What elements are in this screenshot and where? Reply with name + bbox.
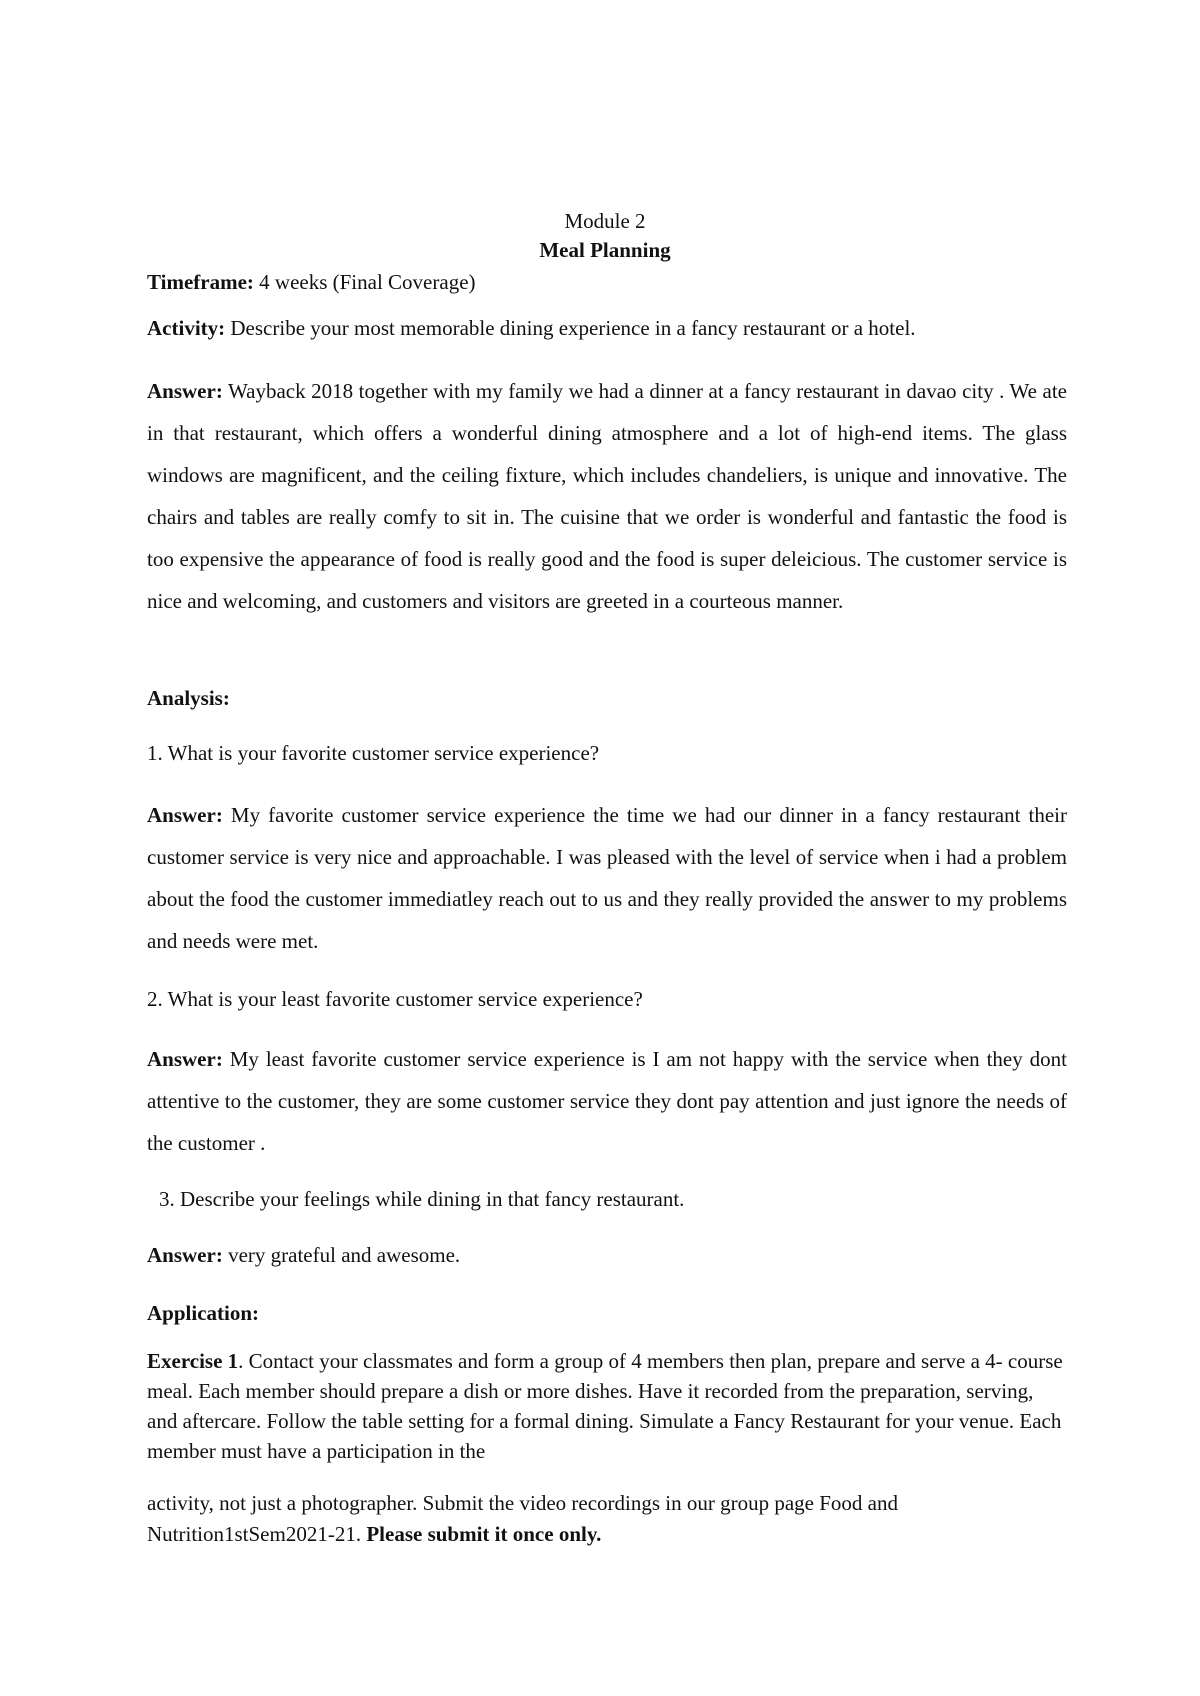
activity-answer [147,370,1067,622]
answer-3 [147,1240,1067,1270]
question-2: 2. What is your least favorite customer service experience? [147,987,643,1011]
page-title: Meal Planning [539,238,671,262]
exercise-1-label: Exercise 1 [147,1349,239,1373]
activity-text: Describe your most memorable dining experience in a fancy restaurant or a hotel. [225,316,916,340]
activity-answer-text: Wayback 2018 together with my family we had a dinner at a fancy restaurant in davao city . We ate in that restaurant, which offers a wonderful dining atmosphere and a lot of high-end items. The glass windows are magnificent, and the ceiling fixture, which includes chandeliers, is unique and innovative. The chairs and tables are really comfy to sit in. The cuisine that we order is wonderful and fantastic the food is too expensive the appearance of food is really good and the food is super deleicious. The customer service is nice and welcoming, and customers and visitors are greeted in a courteous manner. [147,379,1067,613]
answer-1-text: My favorite customer service experience the time we had our dinner in a fancy restaurant their customer service is very nice and approachable. I was pleased with the level of service when i had a problem about the food the customer immediatley reach out to us and they really provided the answer to my problems and needs were met. [147,803,1067,953]
application-heading: Application: [147,1301,260,1325]
answer-2 [147,1038,1067,1164]
exercise-1-part-b [147,1488,1067,1550]
module-number: Module 2 [564,209,646,233]
question-1: 1. What is your favorite customer service experience? [147,741,600,765]
timeframe-value: 4 weeks (Final Coverage) [253,270,476,294]
activity-line [147,314,1067,342]
exercise-1-emphasis: Please submit it once only. [366,1522,602,1546]
activity-label: Activity: [147,316,226,340]
answer-3-text: very grateful and awesome. [222,1243,461,1267]
answer-1 [147,794,1067,962]
answer-3-label: Answer: [147,1243,223,1267]
answer-1-label: Answer: [147,803,223,827]
question-3: 3. Describe your feelings while dining in that fancy restaurant. [159,1187,685,1211]
timeframe-line [147,268,1067,296]
timeframe-label: Timeframe: [147,270,254,294]
activity-answer-label: Answer: [147,379,223,403]
exercise-1-part-a [147,1346,1067,1466]
answer-2-label: Answer: [147,1047,223,1071]
answer-2-text: My least favorite customer service experience is I am not happy with the service when they dont attentive to the customer, they are some customer service they dont pay attention and just ignore the needs of the customer . [147,1047,1067,1155]
exercise-1-text-b: activity, not just a photographer. Submit the video recordings in our group page Food and Nutrition1stSem2021-21. [147,1491,899,1546]
exercise-1-text-a: . Contact your classmates and form a group of 4 members then plan, prepare and serve a 4- course meal. Each member should prepare a dish or more dishes. Have it recorded from the preparation, serving, and aftercare. Follow the table setting for a formal dining. Simulate a Fancy Restaurant for your venue. Each member must have a participation in the [147,1349,1063,1463]
analysis-heading: Analysis: [147,686,230,710]
